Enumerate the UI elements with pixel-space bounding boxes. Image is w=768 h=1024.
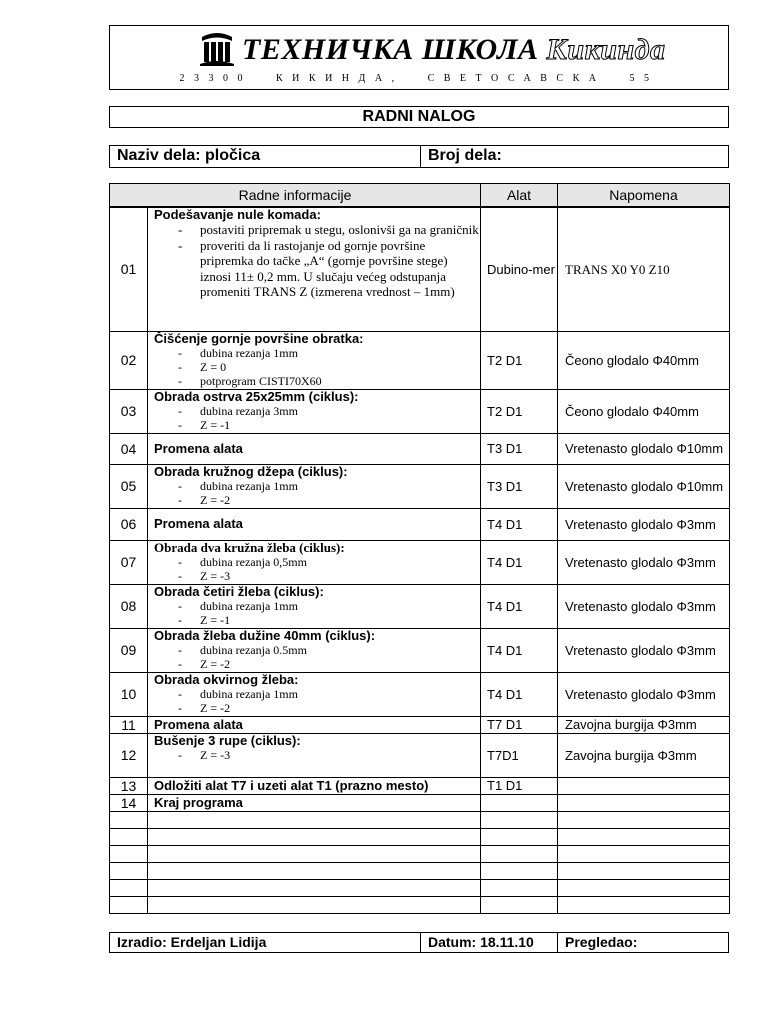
header-note: Napomena (558, 184, 730, 208)
row-step: - Z = 0 (154, 360, 480, 374)
row-work-info (148, 777, 481, 794)
row-note (558, 777, 730, 794)
row-work-info (148, 672, 481, 716)
row-tool: T4 D1 (481, 508, 558, 540)
table-row (110, 508, 730, 540)
row-title: Obrada dva kružna žleba (ciklus): (154, 539, 345, 555)
row-step: - dubina rezanja 1mm (154, 599, 480, 613)
header-work-info: Radne informacije (110, 184, 481, 208)
row-note: Vretenasto glodalo Φ10mm (558, 433, 730, 464)
row-tool: T4 D1 (481, 672, 558, 716)
row-tool: T7 D1 (481, 716, 558, 733)
row-tool: Dubino-mer (481, 207, 558, 331)
row-step: - Z = -3 (154, 569, 480, 583)
row-work-info (148, 540, 481, 584)
row-title: Obrada okvirnog žleba: (154, 671, 299, 687)
row-tool: T2 D1 (481, 331, 558, 389)
row-number: 13 (110, 777, 148, 794)
row-number: 11 (110, 716, 148, 733)
row-step: - postaviti pripremak u stegu, oslonivši ga na graničnik (154, 222, 480, 238)
row-number: 10 (110, 672, 148, 716)
row-step: - Z = -2 (154, 701, 480, 715)
row-title: Obrada četiri žleba (ciklus): (154, 583, 324, 599)
row-work-info (148, 464, 481, 508)
empty-row (110, 845, 730, 862)
row-note: Vretenasto glodalo Φ3mm (558, 672, 730, 716)
table-row (110, 628, 730, 672)
row-note: Vretenasto glodalo Φ3mm (558, 508, 730, 540)
school-header (109, 25, 729, 90)
part-info (109, 145, 729, 168)
row-tool: T4 D1 (481, 540, 558, 584)
row-step: - dubina rezanja 1mm (154, 479, 480, 493)
row-number: 06 (110, 508, 148, 540)
table-row (110, 794, 730, 811)
empty-row (110, 879, 730, 896)
table-row (110, 584, 730, 628)
row-step: - Z = -1 (154, 613, 480, 627)
empty-row (110, 862, 730, 879)
row-number: 12 (110, 733, 148, 777)
row-note: Čeono glodalo Φ40mm (558, 389, 730, 433)
row-work-info (148, 716, 481, 733)
row-number: 01 (110, 207, 148, 331)
row-note (558, 794, 730, 811)
row-title: Odložiti alat T7 i uzeti alat T1 (prazno mesto) (154, 777, 429, 793)
row-title: Obrada kružnog džepa (ciklus): (154, 463, 348, 479)
row-step: - Z = -2 (154, 657, 480, 671)
row-step: - proveriti da li rastojanje od gornje površine pripremka do tačke „A“ (gornje površine stege) iznosi 11± 0,2 mm. U slučaju većeg odstupanja promeniti TRANS Z (izmerena vrednost – 1mm) (154, 238, 480, 300)
empty-row (110, 828, 730, 845)
row-title: Promena alata (154, 440, 243, 456)
table-row (110, 464, 730, 508)
table-row (110, 331, 730, 389)
table-row (110, 389, 730, 433)
row-title: Promena alata (154, 716, 243, 732)
table-row (110, 733, 730, 777)
row-work-info (148, 389, 481, 433)
row-step: - Z = -3 (154, 748, 480, 762)
row-step: - dubina rezanja 0,5mm (154, 555, 480, 569)
row-number: 05 (110, 464, 148, 508)
row-step: - potprogram CISTI70X60 (154, 374, 480, 388)
row-tool: T1 D1 (481, 777, 558, 794)
row-tool (481, 794, 558, 811)
row-step: - Z = -2 (154, 493, 480, 507)
school-address: 23300 КИКИНДА, СВЕТОСАВСКА 55 (179, 73, 659, 84)
part-name: Naziv dela: pločica (110, 146, 421, 167)
row-note: Vretenasto glodalo Φ3mm (558, 628, 730, 672)
row-tool: T2 D1 (481, 389, 558, 433)
table-header-row (110, 184, 730, 208)
row-work-info (148, 584, 481, 628)
row-step: - dubina rezanja 3mm (154, 404, 480, 418)
row-work-info (148, 207, 481, 331)
row-number: 07 (110, 540, 148, 584)
row-note: Vretenasto glodalo Φ3mm (558, 584, 730, 628)
empty-row (110, 896, 730, 913)
school-name: ТЕХНИЧКА ШКОЛА Кикинда (242, 33, 666, 66)
table-row (110, 672, 730, 716)
row-work-info (148, 733, 481, 777)
row-work-info (148, 508, 481, 540)
row-tool: T7D1 (481, 733, 558, 777)
row-note: Vretenasto glodalo Φ3mm (558, 540, 730, 584)
row-step: - dubina rezanja 1mm (154, 687, 480, 701)
work-order-table (109, 183, 730, 914)
reviewed-by: Pregledao: (565, 934, 638, 950)
row-number: 14 (110, 794, 148, 811)
table-row (110, 433, 730, 464)
part-number: Broj dela: (428, 147, 502, 164)
row-title: Podešavanje nule komada: (154, 207, 321, 222)
row-work-info (148, 628, 481, 672)
table-row (110, 540, 730, 584)
row-work-info (148, 433, 481, 464)
date: Datum: 18.11.10 (421, 933, 558, 952)
row-title: Obrada ostrva 25x25mm (ciklus): (154, 388, 359, 404)
row-number: 03 (110, 389, 148, 433)
row-tool: T3 D1 (481, 464, 558, 508)
row-number: 02 (110, 331, 148, 389)
row-step: - dubina rezanja 0.5mm (154, 643, 480, 657)
row-number: 08 (110, 584, 148, 628)
row-note: Čeono glodalo Φ40mm (558, 331, 730, 389)
row-title: Kraj programa (154, 794, 243, 810)
row-tool: T4 D1 (481, 628, 558, 672)
document-title: RADNI NALOG (109, 106, 729, 128)
row-title: Obrada žleba dužine 40mm (ciklus): (154, 627, 376, 643)
row-note: Zavojna burgija Φ3mm (558, 716, 730, 733)
header-tool: Alat (481, 184, 558, 208)
author: Izradio: Erdeljan Lidija (110, 933, 421, 952)
row-number: 09 (110, 628, 148, 672)
signature-footer (109, 932, 729, 953)
table-row (110, 716, 730, 733)
row-step: - Z = -1 (154, 418, 480, 432)
row-tool: T3 D1 (481, 433, 558, 464)
row-number: 04 (110, 433, 148, 464)
row-title: Promena alata (154, 516, 243, 531)
row-title: Bušenje 3 rupe (ciklus): (154, 732, 301, 748)
row-note: Vretenasto glodalo Φ10mm (558, 464, 730, 508)
row-title: Čišćenje gornje površine obratka: (154, 330, 364, 346)
row-tool: T4 D1 (481, 584, 558, 628)
row-step: - dubina rezanja 1mm (154, 346, 480, 360)
row-note: TRANS X0 Y0 Z10 (558, 207, 730, 331)
table-row (110, 777, 730, 794)
school-logo-icon (196, 31, 238, 67)
row-note: Zavojna burgija Φ3mm (558, 733, 730, 777)
row-work-info (148, 794, 481, 811)
table-row (110, 207, 730, 331)
empty-row (110, 811, 730, 828)
row-work-info (148, 331, 481, 389)
